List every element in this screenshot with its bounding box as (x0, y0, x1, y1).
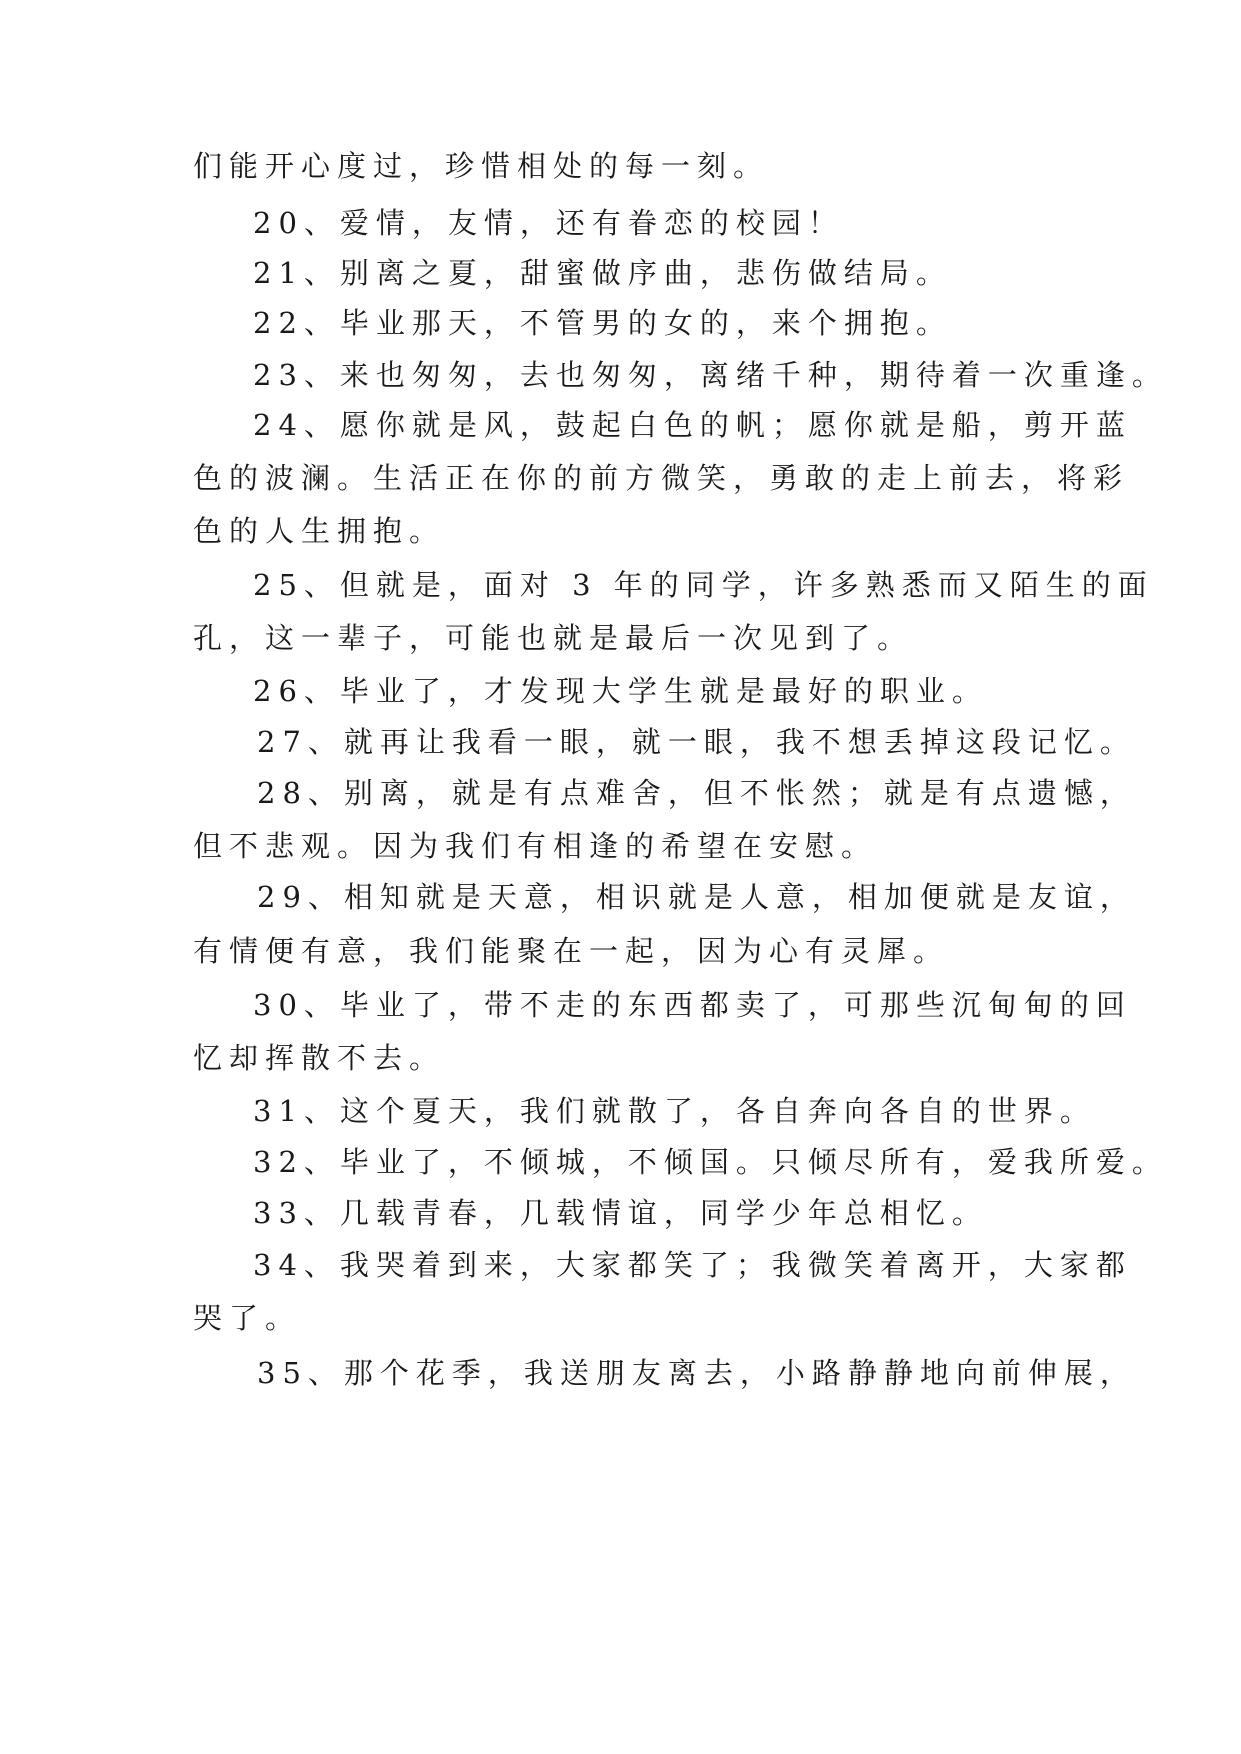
text-line: 35、那个花季，我送朋友离去，小路静静地向前伸展， (257, 1356, 1136, 1390)
text-line: 22、毕业那天，不管男的女的，来个拥抱。 (253, 306, 952, 340)
text-line: 28、别离，就是有点难舍，但不怅然；就是有点遗憾， (257, 776, 1136, 810)
text-line: 孔，这一辈子，可能也就是最后一次见到了。 (193, 621, 914, 655)
text-line: 忆却挥散不去。 (193, 1041, 446, 1075)
text-line: 31、这个夏天，我们就散了，各自奔向各自的世界。 (253, 1094, 1096, 1128)
text-line: 们能开心度过，珍惜相处的每一刻。 (193, 149, 770, 183)
text-line: 30、毕业了，带不走的东西都卖了，可那些沉甸甸的回 (253, 988, 1132, 1022)
text-line: 27、就再让我看一眼，就一眼，我不想丢掉这段记忆。 (257, 725, 1136, 759)
text-line: 29、相知就是天意，相识就是人意，相加便就是友谊， (257, 880, 1136, 914)
text-line: 21、别离之夏，甜蜜做序曲，悲伤做结局。 (253, 256, 952, 290)
text-line: 色的波澜。生活正在你的前方微笑，勇敢的走上前去，将彩 (193, 461, 1130, 495)
text-line: 哭了。 (193, 1301, 302, 1335)
text-line: 色的人生拥抱。 (193, 514, 446, 548)
text-line: 26、毕业了，才发现大学生就是最好的职业。 (253, 674, 988, 708)
text-line: 有情便有意，我们能聚在一起，因为心有灵犀。 (193, 934, 950, 968)
text-line: 32、毕业了，不倾城，不倾国。只倾尽所有，爱我所爱。 (253, 1145, 1168, 1179)
text-line: 25、但就是，面对 3 年的同学，许多熟悉而又陌生的面 (253, 568, 1154, 602)
text-line: 33、几载青春，几载情谊，同学少年总相忆。 (253, 1196, 988, 1230)
text-line: 24、愿你就是风，鼓起白色的帆；愿你就是船，剪开蓝 (253, 408, 1132, 442)
text-line: 但不悲观。因为我们有相逢的希望在安慰。 (193, 829, 878, 863)
text-line: 20、爱情，友情，还有眷恋的校园！ (253, 206, 844, 240)
text-line: 34、我哭着到来，大家都笑了；我微笑着离开，大家都 (253, 1248, 1132, 1282)
text-line: 23、来也匆匆，去也匆匆，离绪千种，期待着一次重逢。 (253, 358, 1168, 392)
